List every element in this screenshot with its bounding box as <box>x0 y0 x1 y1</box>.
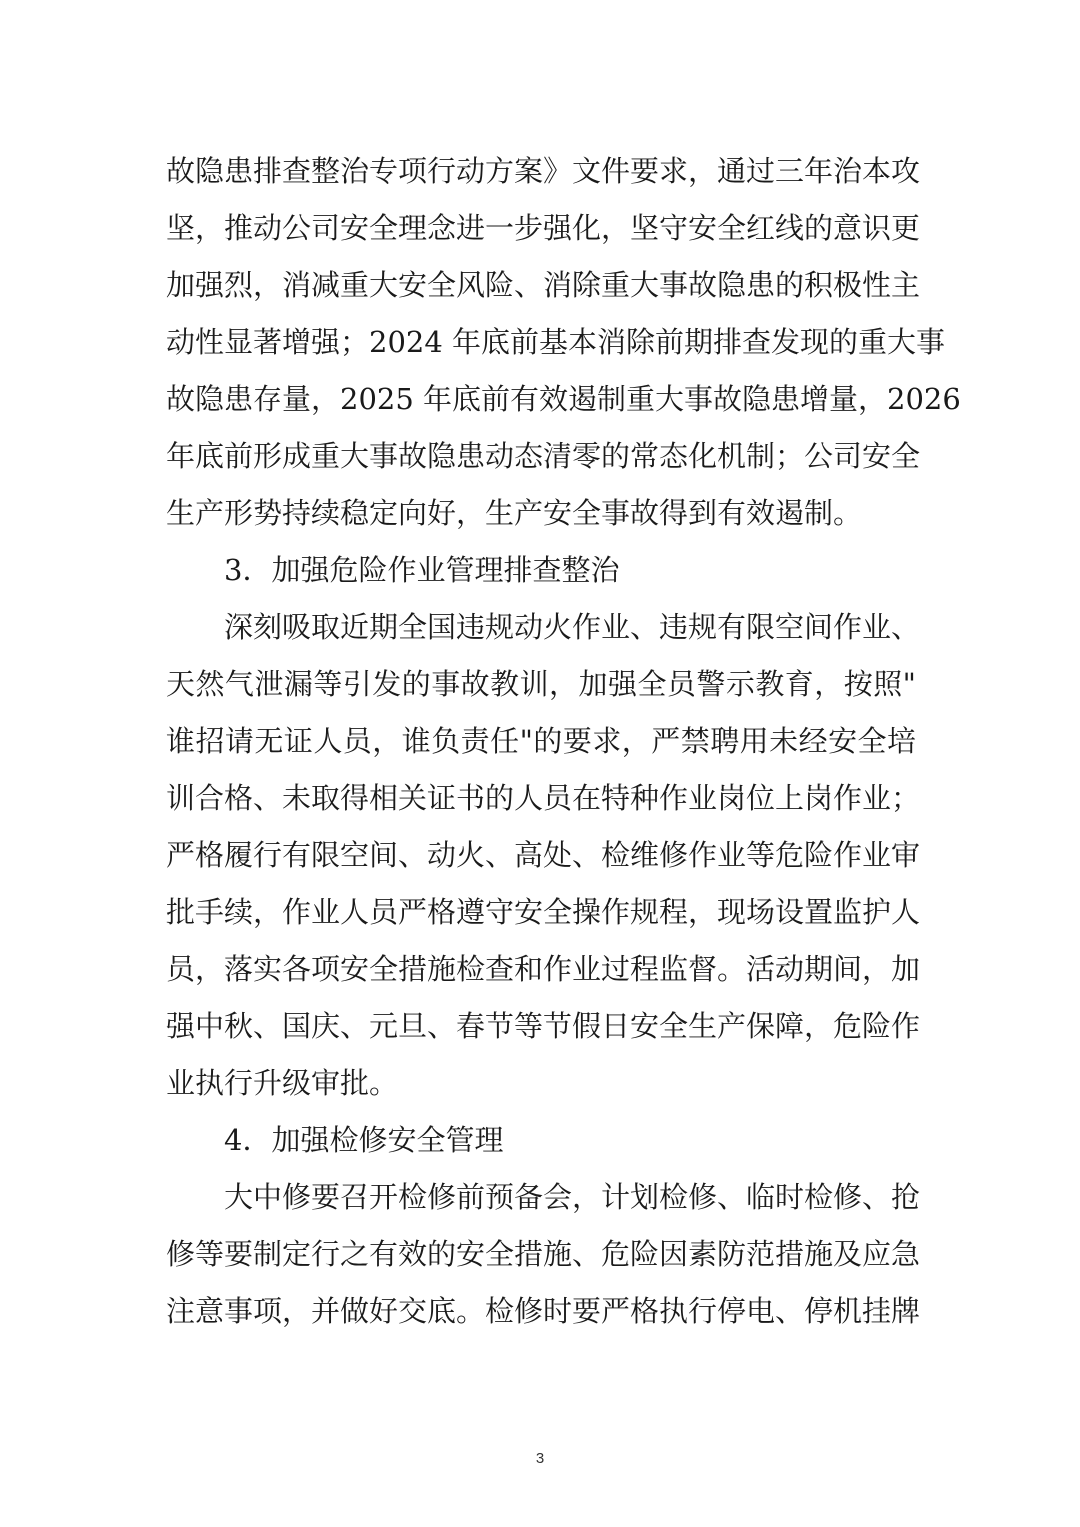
body-line: 动性显著增强；2024 年底前基本消除前期排查发现的重大事 <box>166 325 946 359</box>
body-line: 强中秋、国庆、元旦、春节等节假日安全生产保障，危险作 <box>166 1009 921 1043</box>
page-number: 3 <box>535 1450 545 1467</box>
body-line: 故隐患存量，2025 年底前有效遏制重大事故隐患增量，2026 <box>166 382 961 416</box>
section-heading-3: 3．加强危险作业管理排查整治 <box>224 553 620 587</box>
document-body <box>166 143 961 1340</box>
body-line: 故隐患排查整治专项行动方案》文件要求，通过三年治本攻 <box>166 154 921 188</box>
body-line: 业执行升级审批。 <box>166 1066 399 1100</box>
body-line: 批手续，作业人员严格遵守安全操作规程，现场设置监护人 <box>166 895 921 929</box>
body-line: 大中修要召开检修前预备会，计划检修、临时检修、抢 <box>224 1180 921 1214</box>
body-line: 加强烈，消减重大安全风险、消除重大事故隐患的积极性主 <box>166 268 921 302</box>
body-line: 训合格、未取得相关证书的人员在特种作业岗位上岗作业； <box>166 781 921 815</box>
body-line: 注意事项，并做好交底。检修时要严格执行停电、停机挂牌 <box>166 1294 921 1328</box>
body-line: 谁招请无证人员，谁负责任"的要求，严禁聘用未经安全培 <box>166 724 916 758</box>
body-line: 坚，推动公司安全理念进一步强化，坚守安全红线的意识更 <box>166 211 921 245</box>
body-line: 修等要制定行之有效的安全措施、危险因素防范措施及应急 <box>166 1237 921 1271</box>
section-heading-4: 4．加强检修安全管理 <box>224 1123 504 1157</box>
body-line: 生产形势持续稳定向好，生产安全事故得到有效遏制。 <box>166 496 863 530</box>
body-line: 年底前形成重大事故隐患动态清零的常态化机制；公司安全 <box>166 439 921 473</box>
body-line: 员，落实各项安全措施检查和作业过程监督。活动期间，加 <box>166 952 921 986</box>
body-line: 天然气泄漏等引发的事故教训，加强全员警示教育，按照" <box>166 667 916 701</box>
body-line: 严格履行有限空间、动火、高处、检维修作业等危险作业审 <box>166 838 921 872</box>
body-line: 深刻吸取近期全国违规动火作业、违规有限空间作业、 <box>224 610 921 644</box>
